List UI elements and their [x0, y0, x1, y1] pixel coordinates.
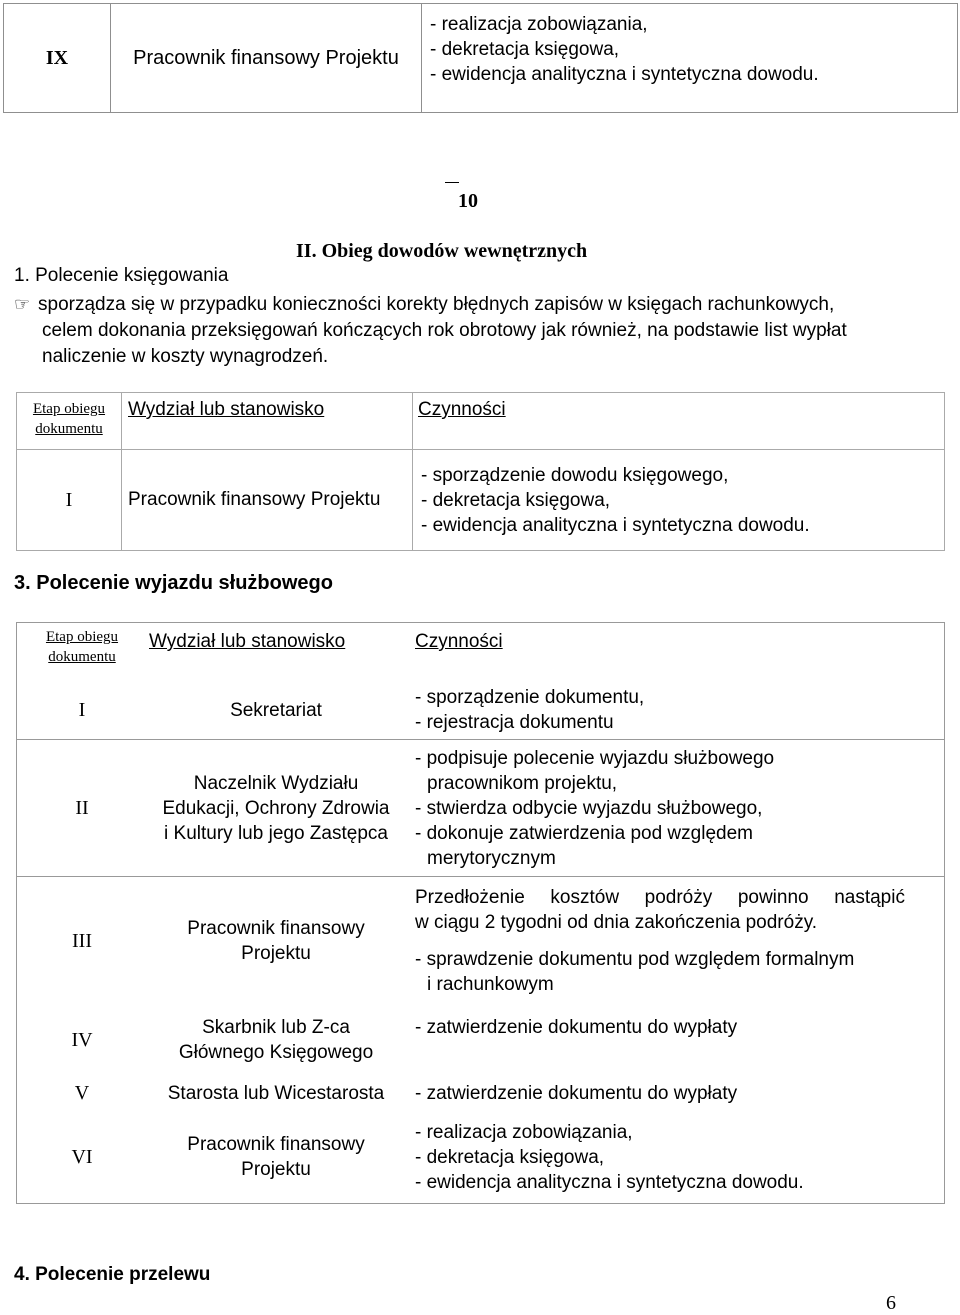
paragraph-line: [14, 291, 847, 318]
action-line: - realizacja zobowiązania,: [415, 1121, 633, 1143]
paragraph-line: naliczenie w koszty wynagrodzeń.: [42, 346, 329, 367]
item3-title: 3. Polecenie wyjazdu służbowego: [14, 572, 333, 594]
table-row: [17, 681, 945, 740]
role-line: Projektu: [241, 943, 311, 964]
role-line: Pracownik finansowy: [187, 1134, 365, 1155]
stage-header: [17, 623, 148, 682]
page-number-bottom: 6: [886, 1292, 896, 1314]
stage-header-line: dokumentu: [35, 421, 103, 437]
role-cell: [147, 740, 405, 877]
word: podróży: [644, 887, 713, 908]
item1-paragraph: [14, 291, 847, 370]
table-row: [17, 1005, 945, 1075]
action-line: - podpisuje polecenie wyjazdu służbowego: [415, 747, 775, 769]
table-row: [4, 4, 958, 113]
action-line: w ciągu 2 tygodni od dnia zakończenia podróży.: [415, 912, 818, 933]
action-line: - sporządzenie dokumentu,: [415, 687, 645, 708]
paragraph-text: sporządza się w przypadku konieczności korekty błędnych zapisów w księgach rachunkowych,: [38, 294, 835, 315]
role-line: Skarbnik lub Z-ca: [202, 1017, 350, 1038]
action-line: - dekretacja księgowa,: [415, 1146, 605, 1168]
role-line: Głównego Księgowego: [178, 1042, 374, 1063]
action-line: [415, 885, 905, 910]
role-cell: [147, 877, 405, 1006]
actions-cell: [405, 1005, 945, 1075]
action-line: - ewidencja analityczna i syntetyczna dowodu.: [421, 514, 810, 536]
page-number-mid: 10: [458, 190, 478, 212]
actions-cell: [413, 450, 945, 551]
action-line: pracownikom projektu,: [427, 772, 618, 794]
role-cell: Pracownik finansowy Projektu: [111, 4, 422, 113]
role-header: Wydział lub stanowisko: [149, 631, 346, 652]
action-line: - realizacja zobowiązania,: [430, 14, 648, 35]
action-line: - sporządzenie dowodu księgowego,: [421, 464, 729, 486]
role-line: Projektu: [241, 1159, 311, 1180]
action-line: - dekretacja księgowa,: [430, 39, 620, 60]
action-line: - stwierdza odbycie wyjazdu służbowego,: [415, 797, 763, 819]
table-row: [17, 450, 945, 551]
word: powinno: [737, 887, 809, 908]
stage-cell: V: [74, 1081, 90, 1104]
actions-header: Czynności: [413, 393, 945, 450]
paragraph-line: celem dokonania przeksięgowań kończących rok obrotowy jak również, na podstawie list wypłat: [42, 320, 847, 341]
stage-header-line: dokumentu: [48, 649, 116, 665]
role-cell: [147, 1111, 405, 1204]
role-cell: Pracownik finansowy Projektu: [122, 450, 413, 551]
actions-cell: [405, 877, 945, 1006]
business-trip-table: [16, 622, 945, 1204]
role-cell: Sekretariat: [230, 699, 322, 721]
actions-cell: [405, 681, 945, 740]
stage-cell: VI: [71, 1145, 93, 1168]
role-line: i Kultury lub jego Zastępca: [164, 822, 388, 844]
stage-header-line: Etap obiegu: [32, 401, 106, 417]
stage-cell: IX: [4, 4, 111, 113]
table-row: [17, 740, 945, 877]
action-line: - dekretacja księgowa,: [421, 489, 611, 511]
role-cell: [147, 1005, 405, 1075]
action-line: i rachunkowym: [427, 974, 554, 995]
section-heading: II. Obieg dowodów wewnętrznych: [296, 240, 588, 262]
item1-title: 1. Polecenie księgowania: [14, 265, 229, 286]
action-line: - zatwierdzenie dokumentu do wypłaty: [415, 1017, 738, 1038]
actions-cell: - zatwierdzenie dokumentu do wypłaty: [415, 1082, 738, 1104]
table-row: [17, 1111, 945, 1204]
action-line: merytorycznym: [427, 847, 556, 869]
actions-header: Czynności: [415, 631, 503, 652]
table-header-row: [17, 623, 945, 682]
stage-header-line: Etap obiegu: [45, 629, 119, 645]
hand-pointer-icon: ☞: [14, 294, 31, 314]
role-line: Edukacji, Ochrony Zdrowia: [162, 797, 390, 819]
actions-cell: [422, 4, 958, 113]
role-header: Wydział lub stanowisko: [122, 393, 413, 450]
table-header-row: [17, 393, 945, 450]
action-line: - rejestracja dokumentu: [415, 712, 614, 733]
role-line: Pracownik finansowy: [187, 918, 365, 939]
action-line: - ewidencja analityczna i syntetyczna dowodu.: [430, 64, 819, 85]
stage-cell: I: [17, 450, 122, 551]
booking-order-table: [16, 392, 945, 551]
word: kosztów: [550, 887, 620, 908]
table-row: [17, 877, 945, 1006]
stage-cell: III: [17, 877, 148, 1006]
top-table: [3, 3, 958, 113]
actions-cell: [405, 740, 945, 877]
stage-cell: IV: [71, 1028, 93, 1051]
actions-cell: [405, 1111, 945, 1204]
role-line: Naczelnik Wydziału: [193, 772, 359, 794]
word: Przedłożenie: [415, 887, 525, 908]
stage-cell: II: [17, 740, 148, 877]
word: nastąpić: [834, 887, 905, 908]
action-line: - sprawdzenie dokumentu pod względem formalnym: [415, 949, 855, 970]
action-line: - dokonuje zatwierdzenia pod względem: [415, 822, 753, 844]
action-line: - ewidencja analityczna i syntetyczna dowodu.: [415, 1171, 804, 1193]
stage-header: [17, 393, 122, 450]
page-number-underline: [445, 182, 459, 183]
stage-cell: I: [78, 698, 86, 721]
item4-title: 4. Polecenie przelewu: [14, 1264, 211, 1285]
role-cell: Starosta lub Wicestarosta: [167, 1082, 385, 1104]
table-row: [17, 1075, 945, 1111]
